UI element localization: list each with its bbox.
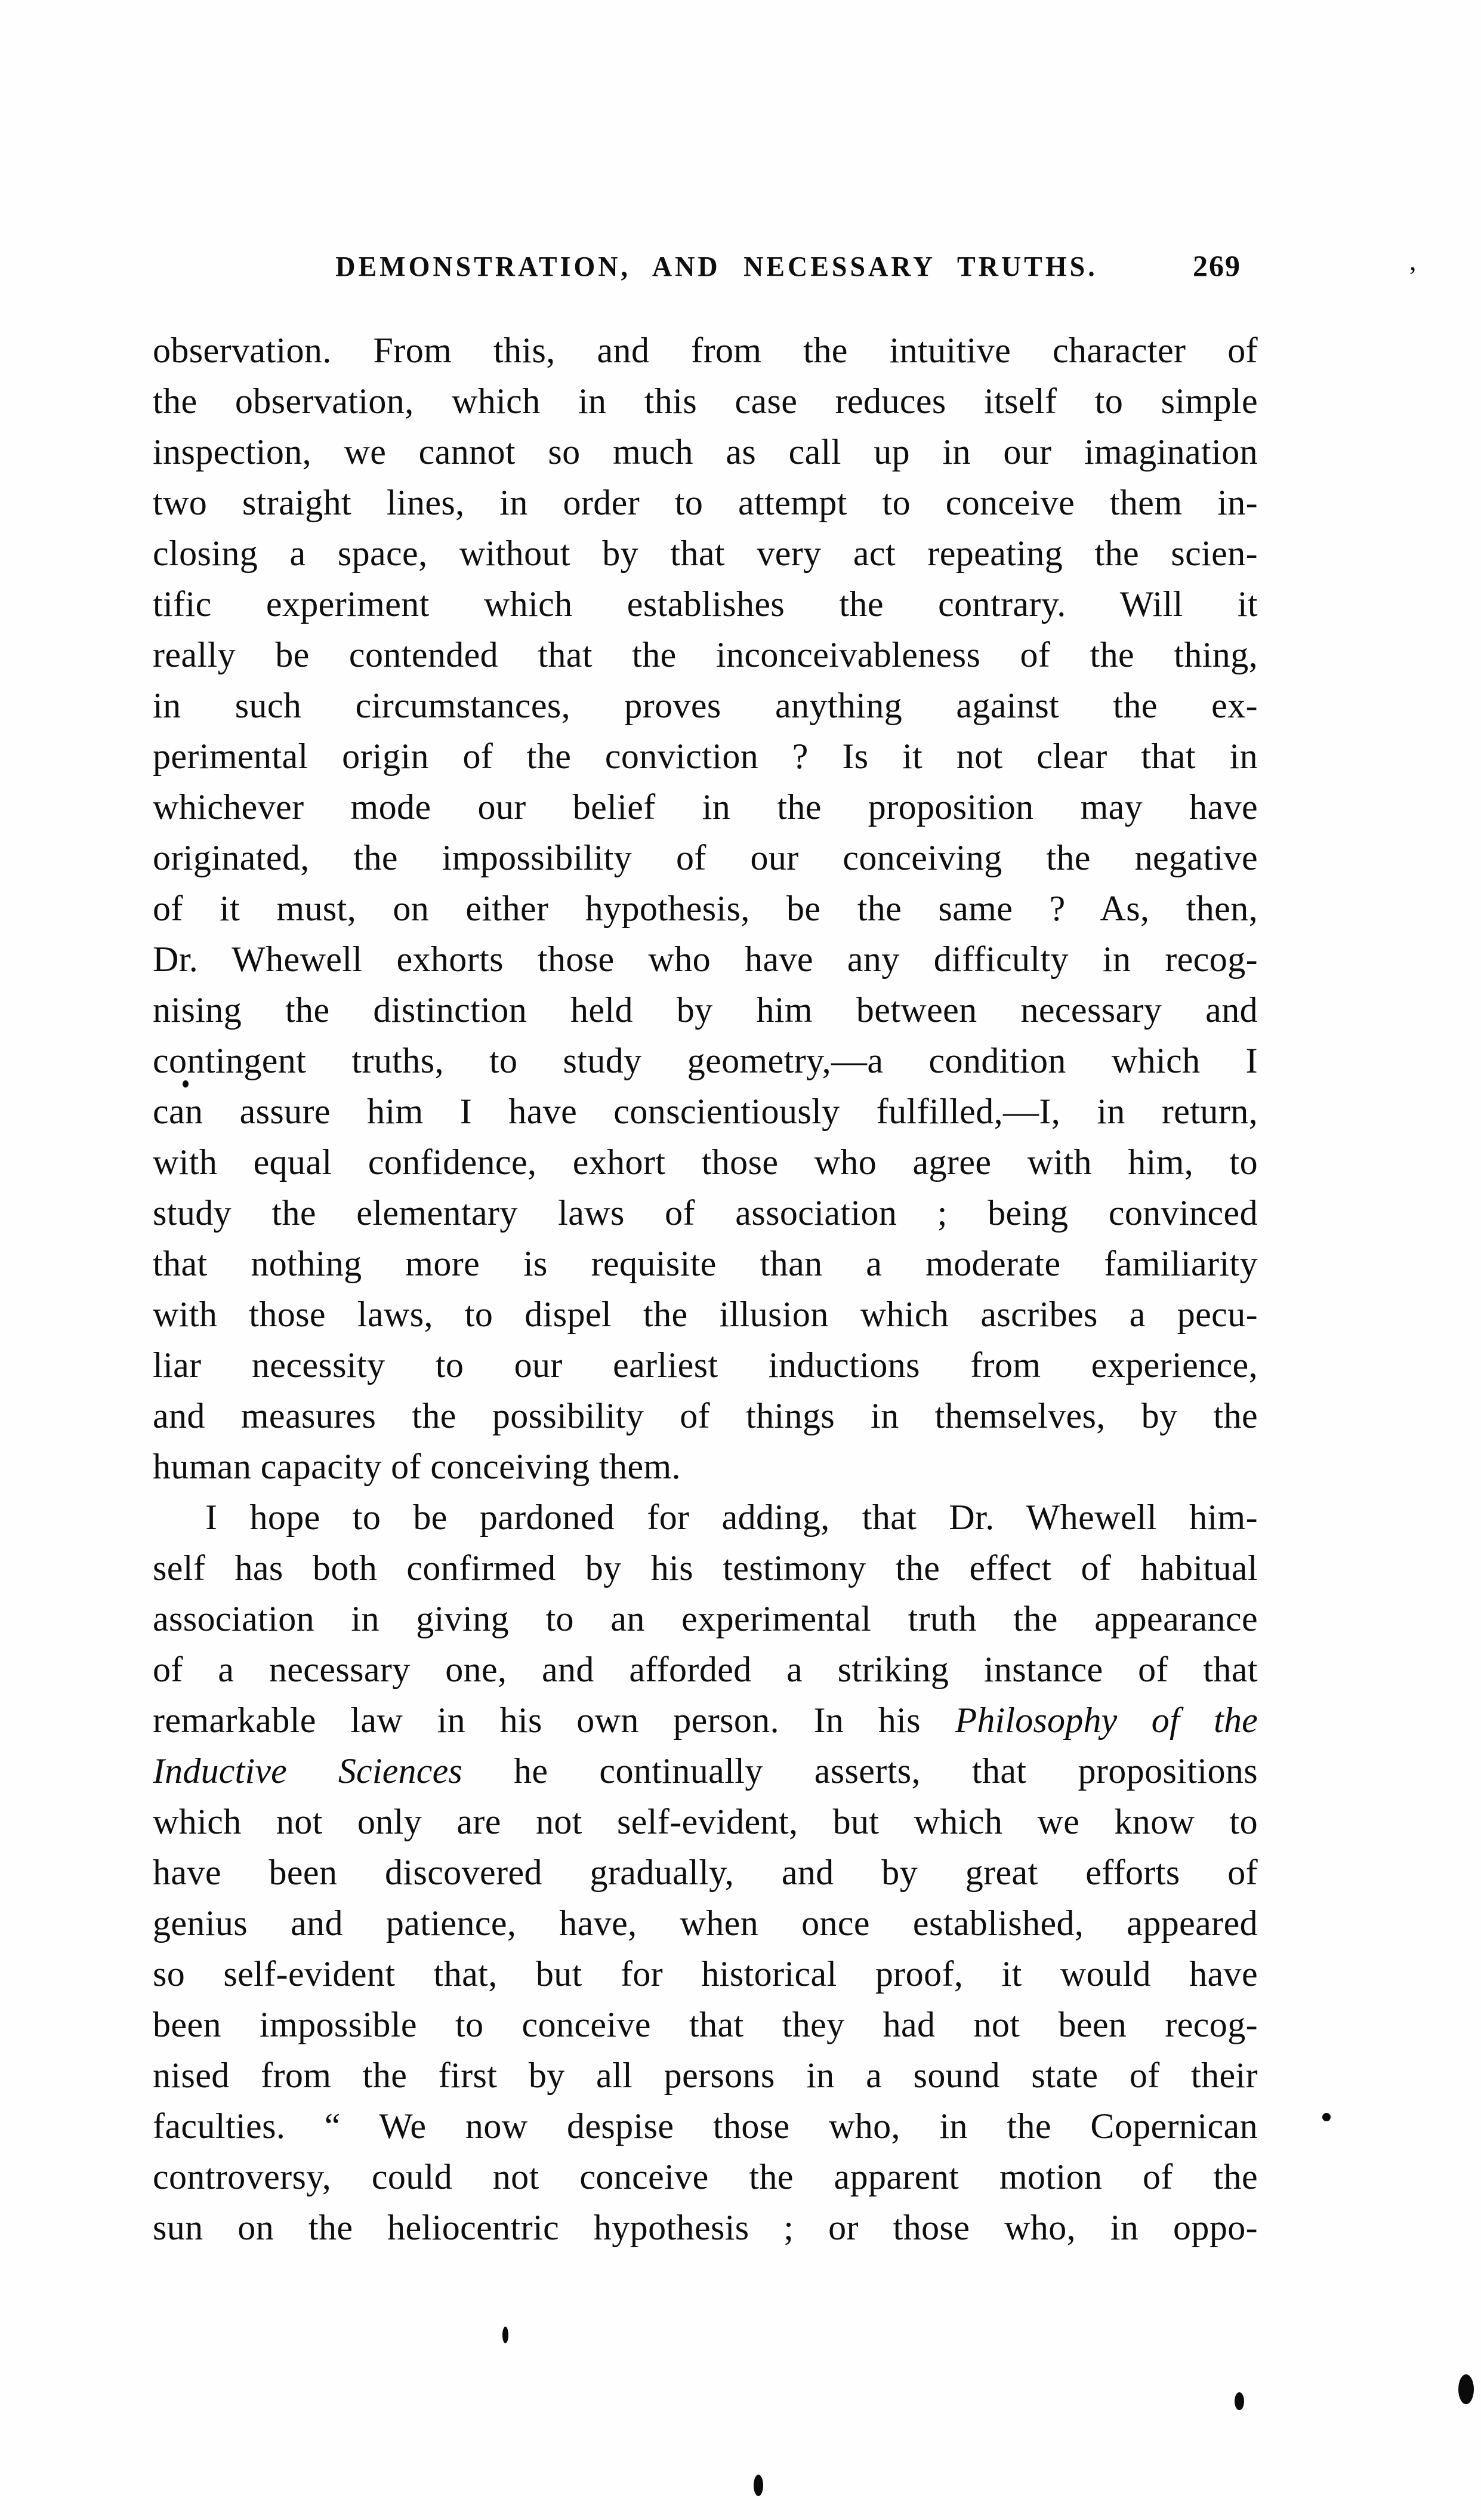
text-segment: the observation, which in this case reduces itself to simple [153,381,1258,421]
text-segment: so self-evident that, but for historical proof, it would have [153,1954,1258,1994]
text-line [153,477,1258,528]
ink-speck [754,2475,763,2496]
text-line [153,1695,1258,1746]
text-line [153,1188,1258,1239]
text-segment: have been discovered gradually, and by great efforts of [153,1853,1258,1892]
text-segment: of a necessary one, and afforded a striking instance of that [153,1650,1258,1689]
text-line [153,1949,1258,2000]
text-line [153,1644,1258,1695]
text-segment: really be contended that the inconceivableness of the thing, [153,635,1258,674]
text-line [153,782,1258,833]
text-segment: been impossible to conceive that they had not been recog- [153,2005,1258,2044]
text-line [153,1492,1258,1543]
text-segment: nising the distinction held by him between necessary and [153,990,1258,1030]
text-segment: sun on the heliocentric hypothesis ; or those who, in oppo- [153,2208,1258,2247]
text-line [153,630,1258,680]
ink-speck [502,2327,508,2343]
stray-comma-mark: , [1409,245,1417,276]
text-line [153,2050,1258,2101]
text-segment: closing a space, without by that very act repeating the scien- [153,534,1258,573]
text-segment: that nothing more is requisite than a moderate familiarity [153,1244,1258,1283]
text-segment: with equal confidence, exhort those who agree with him, to [153,1142,1258,1182]
text-segment: contingent truths, to study geometry,—a condition which I [153,1041,1258,1080]
text-line [153,833,1258,883]
text-segment: and measures the possibility of things in themselves, by the [153,1396,1258,1435]
body-text [153,325,1258,2253]
text-segment: tific experiment which establishes the contrary. Will it [153,584,1258,624]
text-segment: he continually asserts, that propositions [462,1751,1258,1791]
text-line [153,1391,1258,1441]
text-line [153,985,1258,1036]
running-title: DEMONSTRATION, AND NECESSARY TRUTHS. [335,250,1098,283]
text-segment: controversy, could not conceive the apparent motion of the [153,2157,1258,2196]
text-line [153,528,1258,579]
text-segment: I hope to be pardoned for adding, that Dr. Whewell him- [205,1498,1258,1537]
text-segment: genius and patience, have, when once established, appeared [153,1903,1258,1943]
text-segment: observation. From this, and from the intuitive character of [153,331,1258,370]
ink-speck [183,1080,189,1088]
text-segment: with those laws, to dispel the illusion which ascribes a pecu- [153,1295,1258,1334]
text-line [153,1746,1258,1797]
text-segment: nised from the first by all persons in a sound state of their [153,2056,1258,2095]
text-line [153,1594,1258,1644]
text-segment: whichever mode our belief in the proposition may have [153,787,1258,827]
text-segment: Dr. Whewell exhorts those who have any difficulty in recog- [153,939,1258,979]
text-line [153,1086,1258,1137]
ink-speck [1458,2374,1474,2404]
text-segment: study the elementary laws of association ; being convinced [153,1193,1258,1233]
text-line [153,1239,1258,1289]
italic-text-segment: Philosophy of the [955,1700,1258,1740]
text-segment: two straight lines, in order to attempt to conceive them in- [153,483,1258,522]
text-segment: remarkable law in his own person. In his [153,1700,955,1740]
text-line [153,1441,1258,1492]
text-segment: liar necessity to our earliest inductions from experience, [153,1345,1258,1385]
page-header [153,251,1258,292]
ink-speck [1322,2113,1331,2121]
text-line [153,1847,1258,1898]
text-line [153,1340,1258,1391]
text-line [153,1797,1258,1847]
page-number: 269 [1193,249,1241,282]
italic-text-segment: Inductive Sciences [153,1751,462,1791]
text-segment: of it must, on either hypothesis, be the same ? As, then, [153,889,1258,928]
ink-speck [1235,2392,1244,2410]
text-line [153,427,1258,477]
text-segment: can assure him I have conscientiously fulfilled,—I, in return, [153,1092,1258,1131]
text-segment: in such circumstances, proves anything against the ex- [153,686,1258,725]
text-segment: originated, the impossibility of our conceiving the negative [153,838,1258,877]
text-line [153,2000,1258,2050]
text-line [153,883,1258,934]
text-line [153,2202,1258,2253]
text-line [153,1289,1258,1340]
text-line [153,731,1258,782]
text-line [153,1036,1258,1086]
text-segment: self has both confirmed by his testimony the effect of habitual [153,1548,1258,1588]
text-line [153,1898,1258,1949]
text-line [153,680,1258,731]
text-line [153,325,1258,376]
text-line [153,579,1258,630]
text-line [153,376,1258,427]
text-segment: association in giving to an experimental truth the appearance [153,1599,1258,1638]
text-line [153,2101,1258,2152]
text-line [153,1543,1258,1594]
text-line [153,934,1258,985]
text-line [153,1137,1258,1188]
text-segment: faculties. “ We now despise those who, in the Copernican [153,2106,1258,2146]
text-segment: human capacity of conceiving them. [153,1447,681,1486]
text-segment: perimental origin of the conviction ? Is it not clear that in [153,737,1258,776]
text-line [153,2152,1258,2202]
text-segment: which not only are not self-evident, but which we know to [153,1802,1258,1841]
text-segment: inspection, we cannot so much as call up in our imagination [153,432,1258,472]
